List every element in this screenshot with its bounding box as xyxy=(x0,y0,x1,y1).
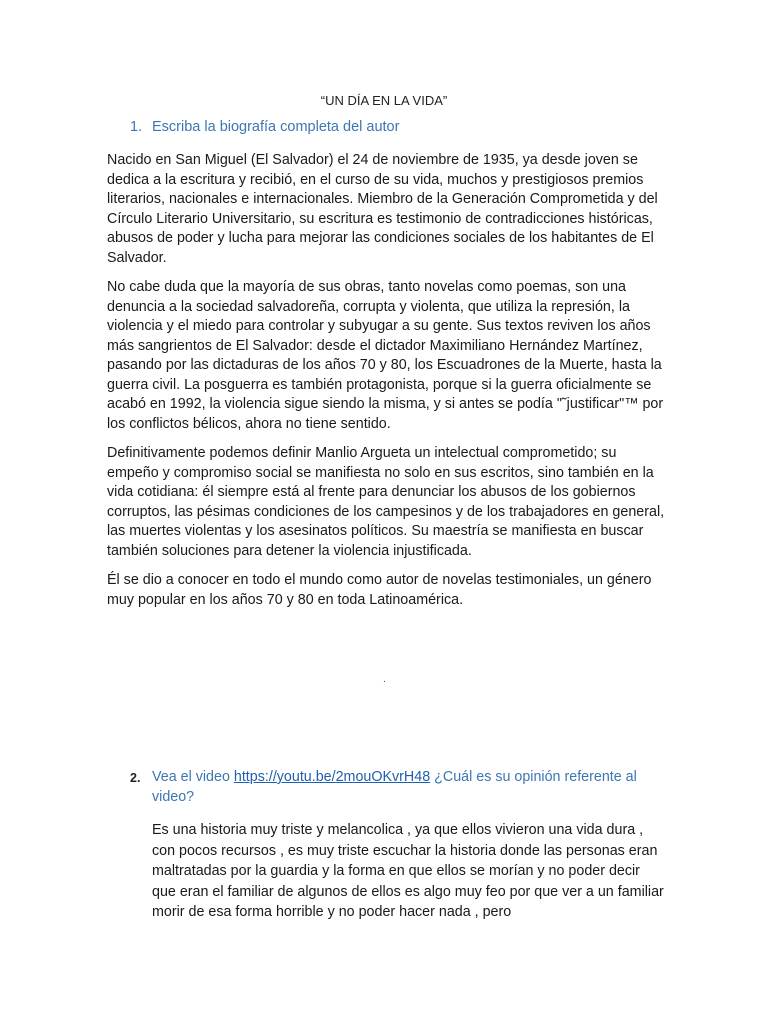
paragraph: Definitivamente podemos definir Manlio Argueta un intelectual comprometido; su empeño y compromiso social se manifiesta no solo en sus escritos, sino también en la vida cotidiana: él siempre está al frente para denunciar los abusos de los gobiernos corruptos, las pésimas condiciones de los campesinos y de los trabajadores en general, las muertes violentas y los asesinatos políticos. Su maestría se manifiesta en buscar también soluciones para detener la violencia injustificada. xyxy=(107,445,665,559)
question-1-text: Escriba la biografía completa del autor xyxy=(152,119,400,135)
question-1 xyxy=(130,119,399,135)
question-2-text xyxy=(152,767,652,807)
question-2-text-after: ¿Cuál es su opinión referente al video? xyxy=(152,769,637,805)
biography-text xyxy=(107,151,667,620)
paragraph: Nacido en San Miguel (El Salvador) el 24 de noviembre de 1935, ya desde joven se dedica a la escritura y recibió, en el curso de su vida, muchos y prestigiosos premios literarios, nacionales e internacionales. Miembro de la Generación Comprometida y del Círculo Literario Universitario, su escritura es testimonio de contradicciones históricas, abusos de poder y lucha para mejorar las condiciones sociales de los habitantes de El Salvador. xyxy=(107,152,658,266)
question-1-number: 1. xyxy=(130,119,143,135)
video-link[interactable]: https://youtu.be/2mouOKvrH48 xyxy=(233,769,431,785)
separator-dot: . xyxy=(383,674,386,685)
question-2-text-before: Vea el video xyxy=(152,769,234,785)
paragraph: No cabe duda que la mayoría de sus obras, tanto novelas como poemas, son una denuncia a la sociedad salvadoreña, corrupta y violenta, que utiliza la represión, la violencia y el miedo para controlar y subyugar a su gente. Sus textos reviven los años más sangrientos de El Salvador: desde el dictador Maximiliano Hernández Martínez, pasando por las dictaduras de los años 70 y 80, los Escuadrones de la Muerte, hasta la guerra civil. La posguerra es también protagonista, porque si la guerra oficialmente se acabó en 1992, la violencia sigue siendo la misma, y si antes se podía "˜justificar"™ por los conflictos bélicos, ahora no tiene sentido. xyxy=(107,279,664,432)
question-2-number: 2. xyxy=(130,771,141,785)
answer-2-text: Es una historia muy triste y melancolica , ya que ellos vivieron una vida dura , con pocos recursos , es muy triste escuchar la historia donde las personas eran maltratadas por la guardia y la forma en que ellos se morían y no poder decir que eran el familiar de algunos de ellos es algo muy feo por que ver a un familiar morir de esa forma horrible y no poder hacer nada , pero xyxy=(152,822,664,920)
paragraph: Él se dio a conocer en todo el mundo como autor de novelas testimoniales, un género muy popular en los años 70 y 80 en toda Latinoamérica. xyxy=(107,572,652,608)
document-title: “UN DÍA EN LA VIDA” xyxy=(320,93,448,108)
